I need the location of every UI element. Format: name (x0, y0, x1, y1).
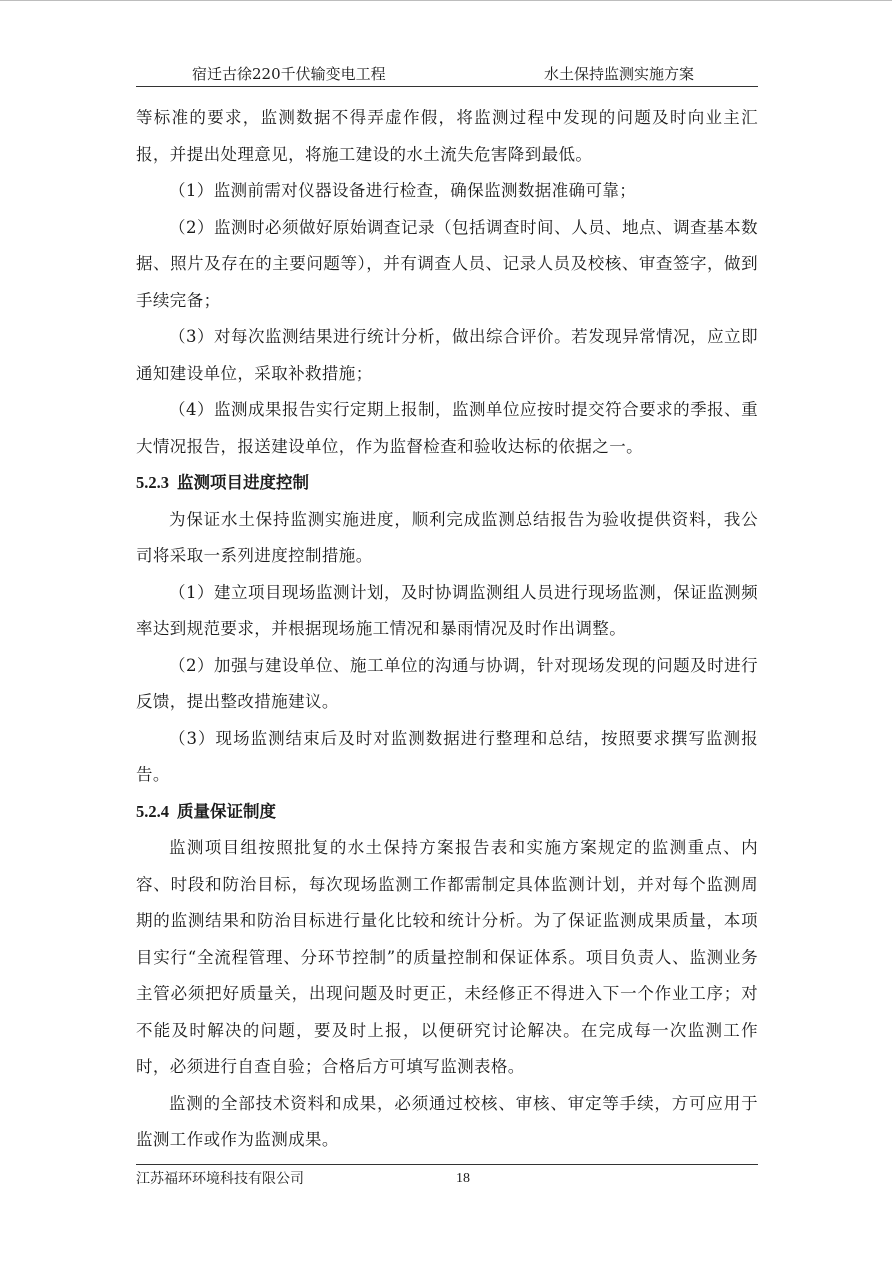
paragraph: 监测项目组按照批复的水土保持方案报告表和实施方案规定的监测重点、内容、时段和防治目标，每次现场监测工作都需制定具体监测计划，并对每个监测周期的监测结果和防治目标进行量化比较和统计分析。为了保证监测成果质量，本项目实行“全流程管理、分环节控制”的质量控制和保证体系。项目负责人、监测业务主管必须把好质量关，出现问题及时更正，未经修正不得进入下一个作业工序；对不能及时解决的问题，要及时上报，以便研究讨论解决。在完成每一次监测工作时，必须进行自查自验；合格后方可填写监测表格。 (136, 838, 758, 1076)
paragraph: 监测的全部技术资料和成果，必须通过校核、审核、审定等手续，方可应用于监测工作或作为监测成果。 (136, 1093, 758, 1149)
paragraph: （4）监测成果报告实行定期上报制，监测单位应按时提交符合要求的季报、重大情况报告，报送建设单位，作为监督检查和验收达标的依据之一。 (136, 400, 758, 456)
paragraph: （1）监测前需对仪器设备进行检查，确保监测数据准确可靠； (169, 181, 637, 200)
paragraph: 等标准的要求，监测数据不得弄虚作假，将监测过程中发现的问题及时向业主汇报，并提出处理意见，将施工建设的水土流失危害降到最低。 (136, 108, 758, 164)
header-project-title: 宿迁古徐220千伏输变电工程 (192, 65, 386, 83)
header-document-title: 水土保持监测实施方案 (544, 65, 695, 83)
section-title: 监测项目进度控制 (177, 473, 309, 492)
paragraph: （2）监测时必须做好原始调查记录（包括调查时间、人员、地点、调查基本数据、照片及存在的主要问题等），并有调查人员、记录人员及校核、审查签字，做到手续完备； (136, 217, 758, 310)
page-body (136, 100, 758, 1159)
section-title: 质量保证制度 (177, 801, 276, 821)
footer-company: 江苏福环环境科技有限公司 (136, 1171, 304, 1187)
section-heading-5-2-4 (136, 794, 758, 831)
section-number: 5.2.3 (136, 473, 169, 492)
paragraph: （3）现场监测结束后及时对监测数据进行整理和总结，按照要求撰写监测报告。 (136, 728, 758, 784)
page-footer (136, 1168, 758, 1190)
paragraph: （3）对每次监测结果进行统计分析，做出综合评价。若发现异常情况，应立即通知建设单位，采取补救措施； (136, 327, 758, 383)
section-number: 5.2.4 (136, 801, 169, 821)
page-header (136, 62, 758, 86)
header-divider (136, 86, 758, 87)
paragraph: （2）加强与建设单位、施工单位的沟通与协调，针对现场发现的问题及时进行反馈，提出整改措施建议。 (136, 655, 758, 711)
top-border (0, 0, 892, 1)
section-heading-5-2-3 (136, 465, 758, 502)
footer-divider (136, 1164, 758, 1165)
paragraph: （1）建立项目现场监测计划，及时协调监测组人员进行现场监测，保证监测频率达到规范要求，并根据现场施工情况和暴雨情况及时作出调整。 (136, 582, 758, 638)
page-number: 18 (456, 1171, 470, 1186)
paragraph: 为保证水土保持监测实施进度，顺利完成监测总结报告为验收提供资料，我公司将采取一系列进度控制措施。 (136, 509, 758, 565)
